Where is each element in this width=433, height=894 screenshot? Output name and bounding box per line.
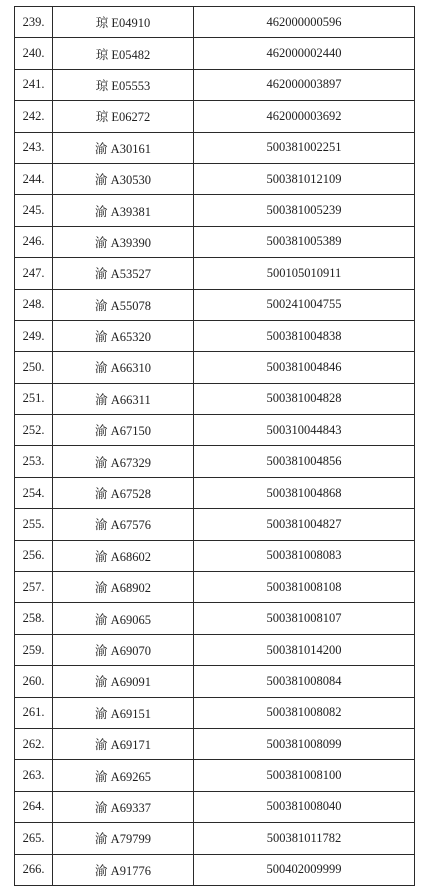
table-row	[15, 195, 415, 226]
table-row	[15, 258, 415, 289]
table-row	[15, 38, 415, 69]
plate-number-cell: 渝 A69337	[53, 791, 194, 822]
table-row	[15, 163, 415, 194]
table-row	[15, 226, 415, 257]
code-number-cell: 500381008107	[194, 603, 415, 634]
code-number-cell: 500402009999	[194, 854, 415, 885]
plate-number-cell: 渝 A68602	[53, 540, 194, 571]
table-row	[15, 383, 415, 414]
row-number-cell: 249.	[15, 320, 53, 351]
table-row	[15, 132, 415, 163]
code-number-cell: 500381004846	[194, 352, 415, 383]
code-number-cell: 500381005239	[194, 195, 415, 226]
table-row	[15, 728, 415, 759]
plate-number-cell: 渝 A69070	[53, 634, 194, 665]
code-number-cell: 500381012109	[194, 163, 415, 194]
plate-number-cell: 渝 A67576	[53, 509, 194, 540]
plate-number-cell: 渝 A67329	[53, 446, 194, 477]
row-number-cell: 261.	[15, 697, 53, 728]
plate-number-cell: 渝 A55078	[53, 289, 194, 320]
code-number-cell: 500105010911	[194, 258, 415, 289]
row-number-cell: 242.	[15, 101, 53, 132]
code-number-cell: 500381008084	[194, 666, 415, 697]
plate-number-cell: 渝 A69091	[53, 666, 194, 697]
plate-number-cell: 渝 A66310	[53, 352, 194, 383]
row-number-cell: 255.	[15, 509, 53, 540]
row-number-cell: 263.	[15, 760, 53, 791]
row-number-cell: 264.	[15, 791, 53, 822]
row-number-cell: 253.	[15, 446, 53, 477]
table-row	[15, 477, 415, 508]
row-number-cell: 239.	[15, 7, 53, 38]
table-row	[15, 823, 415, 854]
table-row	[15, 572, 415, 603]
table-row	[15, 352, 415, 383]
code-number-cell: 462000002440	[194, 38, 415, 69]
code-number-cell: 500381014200	[194, 634, 415, 665]
row-number-cell: 245.	[15, 195, 53, 226]
vehicle-table-body	[15, 7, 415, 886]
table-row	[15, 697, 415, 728]
code-number-cell: 500381004827	[194, 509, 415, 540]
row-number-cell: 252.	[15, 415, 53, 446]
code-number-cell: 500381004838	[194, 320, 415, 351]
row-number-cell: 248.	[15, 289, 53, 320]
plate-number-cell: 琼 E04910	[53, 7, 194, 38]
code-number-cell: 500381004828	[194, 383, 415, 414]
code-number-cell: 500310044843	[194, 415, 415, 446]
code-number-cell: 500381008040	[194, 791, 415, 822]
plate-number-cell: 渝 A69171	[53, 728, 194, 759]
row-number-cell: 243.	[15, 132, 53, 163]
table-row	[15, 101, 415, 132]
plate-number-cell: 渝 A30530	[53, 163, 194, 194]
table-row	[15, 289, 415, 320]
plate-number-cell: 渝 A66311	[53, 383, 194, 414]
table-row	[15, 666, 415, 697]
code-number-cell: 462000000596	[194, 7, 415, 38]
code-number-cell: 500381008100	[194, 760, 415, 791]
row-number-cell: 244.	[15, 163, 53, 194]
code-number-cell: 500381005389	[194, 226, 415, 257]
plate-number-cell: 渝 A39381	[53, 195, 194, 226]
table-row	[15, 603, 415, 634]
table-row	[15, 760, 415, 791]
code-number-cell: 500381004856	[194, 446, 415, 477]
row-number-cell: 240.	[15, 38, 53, 69]
code-number-cell: 462000003897	[194, 69, 415, 100]
vehicle-list-document	[14, 6, 414, 886]
table-row	[15, 415, 415, 446]
plate-number-cell: 渝 A69265	[53, 760, 194, 791]
code-number-cell: 500241004755	[194, 289, 415, 320]
plate-number-cell: 渝 A65320	[53, 320, 194, 351]
plate-number-cell: 渝 A91776	[53, 854, 194, 885]
table-row	[15, 791, 415, 822]
plate-number-cell: 渝 A68902	[53, 572, 194, 603]
table-row	[15, 69, 415, 100]
row-number-cell: 262.	[15, 728, 53, 759]
plate-number-cell: 渝 A30161	[53, 132, 194, 163]
code-number-cell: 500381008083	[194, 540, 415, 571]
vehicle-table	[14, 6, 415, 886]
code-number-cell: 500381011782	[194, 823, 415, 854]
code-number-cell: 462000003692	[194, 101, 415, 132]
plate-number-cell: 渝 A67150	[53, 415, 194, 446]
row-number-cell: 260.	[15, 666, 53, 697]
plate-number-cell: 渝 A67528	[53, 477, 194, 508]
table-row	[15, 446, 415, 477]
table-row	[15, 320, 415, 351]
plate-number-cell: 琼 E05482	[53, 38, 194, 69]
code-number-cell: 500381008099	[194, 728, 415, 759]
row-number-cell: 266.	[15, 854, 53, 885]
row-number-cell: 259.	[15, 634, 53, 665]
code-number-cell: 500381008108	[194, 572, 415, 603]
plate-number-cell: 琼 E06272	[53, 101, 194, 132]
code-number-cell: 500381004868	[194, 477, 415, 508]
row-number-cell: 265.	[15, 823, 53, 854]
table-row	[15, 634, 415, 665]
plate-number-cell: 渝 A79799	[53, 823, 194, 854]
row-number-cell: 258.	[15, 603, 53, 634]
table-row	[15, 854, 415, 885]
table-row	[15, 509, 415, 540]
plate-number-cell: 渝 A39390	[53, 226, 194, 257]
row-number-cell: 247.	[15, 258, 53, 289]
code-number-cell: 500381002251	[194, 132, 415, 163]
row-number-cell: 254.	[15, 477, 53, 508]
table-row	[15, 540, 415, 571]
code-number-cell: 500381008082	[194, 697, 415, 728]
row-number-cell: 246.	[15, 226, 53, 257]
plate-number-cell: 琼 E05553	[53, 69, 194, 100]
row-number-cell: 250.	[15, 352, 53, 383]
plate-number-cell: 渝 A69151	[53, 697, 194, 728]
row-number-cell: 241.	[15, 69, 53, 100]
plate-number-cell: 渝 A53527	[53, 258, 194, 289]
table-row	[15, 7, 415, 38]
row-number-cell: 251.	[15, 383, 53, 414]
plate-number-cell: 渝 A69065	[53, 603, 194, 634]
row-number-cell: 256.	[15, 540, 53, 571]
row-number-cell: 257.	[15, 572, 53, 603]
